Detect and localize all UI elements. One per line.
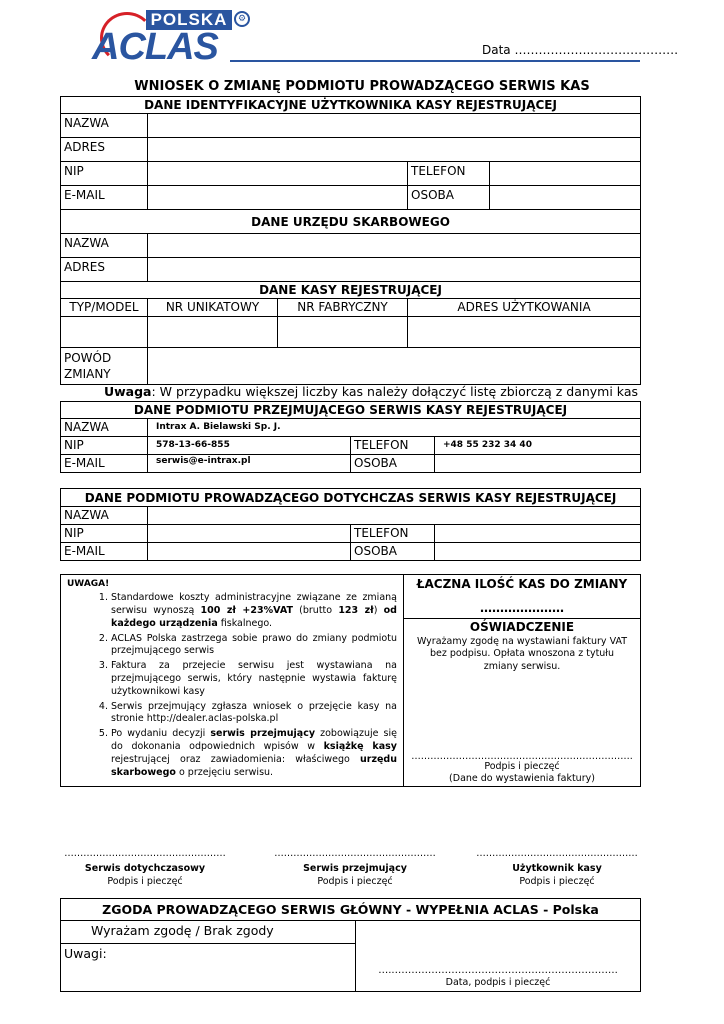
notes-item: 1. Standardowe koszty administracyjne związane ze zmianą serwisu wynoszą 100 zł +23%VAT (brutto 123 zł) od każdego urządzenia fiskalnego.	[111, 592, 403, 630]
office-name-field[interactable]	[148, 234, 641, 258]
consent-sign-label: Data, podpis i pieczęć	[445, 977, 551, 988]
old-service-table	[60, 488, 641, 561]
page-title: WNIOSEK O ZMIANĘ PODMIOTU PROWADZĄCEGO SERWIS KAS	[134, 79, 590, 94]
total-count-field[interactable]: …………………	[404, 601, 640, 619]
register-unique-field[interactable]	[148, 317, 278, 348]
reason-label	[61, 348, 148, 385]
old-service-name-label: NAZWA	[61, 507, 148, 525]
old-service-nip-label: NIP	[61, 525, 148, 543]
office-name-label: NAZWA	[61, 234, 148, 258]
logo-aclas: ACLAS	[92, 26, 218, 68]
signature-new-service[interactable]	[270, 848, 440, 887]
notes-item: 4. Serwis przejmujący zgłasza wniosek o przejęcie kasy na stronie http://dealer.aclas-polska.pl	[111, 701, 403, 727]
col-unique-header: NR UNIKATOWY	[148, 299, 278, 317]
consent-sign-box[interactable]	[356, 921, 641, 992]
new-service-email-label: E-MAIL	[61, 455, 148, 473]
logo-polska: POLSKA	[146, 10, 232, 30]
user-phone-field[interactable]	[490, 162, 641, 186]
user-address-field[interactable]	[148, 138, 641, 162]
note-text: : W przypadku większej liczby kas należy dołączyć listę zbiorczą z danymi kas	[151, 384, 638, 399]
office-address-field[interactable]	[148, 258, 641, 282]
notes-item: 3. Faktura za przejecie serwisu jest wystawiana na przejmującego serwis, który następnie wystawia fakturę użytkownikowi kasy	[111, 660, 403, 698]
old-service-name-field[interactable]	[148, 507, 641, 525]
signature-dots: ……………………………………………	[64, 848, 226, 859]
user-phone-label: TELEFON	[408, 162, 490, 186]
notes-table	[60, 574, 641, 787]
old-service-email-field[interactable]	[148, 543, 351, 561]
signature-label: Podpis i pieczęć	[519, 876, 595, 887]
col-model-header: TYP/MODEL	[61, 299, 148, 317]
user-nip-field[interactable]	[148, 162, 408, 186]
consent-choice[interactable]: Wyrażam zgodę / Brak zgody	[61, 921, 356, 944]
declaration-text: Wyrażamy zgodę na wystawiani faktury VAT bez podpisu. Opłata wnoszona z tytułu zmiany serwisu.	[416, 636, 628, 672]
register-section-heading: DANE KASY REJESTRUJĄCEJ	[61, 282, 641, 299]
office-section-heading: DANE URZĘDU SKARBOWEGO	[61, 210, 641, 234]
reason-field[interactable]	[148, 348, 641, 385]
signature-label: Podpis i pieczęć	[107, 876, 183, 887]
declaration-sign-label: Podpis i pieczęć	[484, 761, 560, 772]
old-service-email-label: E-MAIL	[61, 543, 148, 561]
old-service-phone-field[interactable]	[435, 525, 641, 543]
user-email-label: E-MAIL	[61, 186, 148, 210]
old-service-heading: DANE PODMIOTU PROWADZĄCEGO DOTYCHCZAS SERWIS KASY REJESTRUJĄCEJ	[61, 489, 641, 507]
note-line	[62, 384, 638, 399]
user-name-label: NAZWA	[61, 114, 148, 138]
notes-item: 5. Po wydaniu decyzji serwis przejmujący zobowiązuje się do dokonania odpowiednich wpisów w książkę kasy rejestrującej oraz zawiadomienia: właściwego urzędu skarbowego o przejęciu serwisu.	[111, 728, 403, 779]
old-service-person-field[interactable]	[435, 543, 641, 561]
new-service-phone-value[interactable]: +48 55 232 34 40	[435, 437, 641, 455]
signature-dots: ……………………………………………	[274, 848, 436, 859]
notes-box	[61, 575, 404, 787]
new-service-nip-value[interactable]: 578-13-66-855	[148, 437, 351, 455]
note-bold: Uwaga	[103, 384, 152, 399]
new-service-name-label: NAZWA	[61, 419, 148, 437]
header-rule	[230, 60, 640, 62]
declaration-heading: OŚWIADCZENIE	[469, 620, 575, 634]
date-field[interactable]: Data ………………..…………………	[482, 43, 679, 57]
user-section-heading: DANE IDENTYFIKACYJNE UŻYTKOWNIKA KASY REJESTRUJĄCEJ	[61, 97, 641, 114]
signature-role: Serwis przejmujący	[303, 863, 407, 874]
new-service-person-field[interactable]	[435, 455, 641, 473]
consent-remarks[interactable]: Uwagi:	[61, 944, 356, 992]
user-person-label: OSOBA	[408, 186, 490, 210]
col-factory-header: NR FABRYCZNY	[278, 299, 408, 317]
declaration-sign-dots[interactable]: …………………………………………………………….	[411, 751, 633, 762]
register-factory-field[interactable]	[278, 317, 408, 348]
notes-list	[61, 592, 403, 779]
consent-table	[60, 898, 641, 992]
old-service-phone-label: TELEFON	[351, 525, 435, 543]
signature-role: Serwis dotychczasowy	[84, 863, 206, 874]
register-model-field[interactable]	[61, 317, 148, 348]
user-address-label: ADRES	[61, 138, 148, 162]
new-service-table	[60, 401, 641, 473]
new-service-email-value[interactable]: serwis@e-intrax.pl	[148, 455, 351, 473]
old-service-person-label: OSOBA	[351, 543, 435, 561]
user-nip-label: NIP	[61, 162, 148, 186]
total-heading: ŁACZNA ILOŚĆ KAS DO ZMIANY	[416, 577, 628, 591]
new-service-name-value[interactable]: Intrax A. Bielawski Sp. J.	[148, 419, 641, 437]
new-service-person-label: OSOBA	[351, 455, 435, 473]
signature-user[interactable]	[472, 848, 642, 887]
signature-role: Użytkownik kasy	[512, 863, 602, 874]
reason-label-line1: POWÓD	[64, 351, 112, 365]
col-address-header: ADRES UŻYTKOWANIA	[408, 299, 641, 317]
notes-heading: UWAGA!	[67, 579, 110, 589]
old-service-nip-field[interactable]	[148, 525, 351, 543]
consent-heading: ZGODA PROWADZĄCEGO SERWIS GŁÓWNY - WYPEŁNIA ACLAS - Polska	[61, 899, 641, 921]
logo-gear-icon: ⚙	[234, 11, 250, 27]
register-address-field[interactable]	[408, 317, 641, 348]
office-address-label: ADRES	[61, 258, 148, 282]
user-email-field[interactable]	[148, 186, 408, 210]
new-service-phone-label: TELEFON	[351, 437, 435, 455]
total-box	[404, 575, 641, 787]
consent-sign-dots: …..………………………………………………………….	[378, 965, 618, 976]
signature-label: Podpis i pieczęć	[317, 876, 393, 887]
new-service-heading: DANE PODMIOTU PRZEJMUJĄCEGO SERWIS KASY REJESTRUJĄCEJ	[61, 402, 641, 419]
declaration-sign-label2: (Dane do wystawienia faktury)	[449, 773, 595, 784]
user-person-field[interactable]	[490, 186, 641, 210]
main-form-table	[60, 96, 641, 385]
signature-old-service[interactable]	[60, 848, 230, 887]
reason-label-line2: ZMIANY	[64, 367, 111, 381]
user-name-field[interactable]	[148, 114, 641, 138]
new-service-nip-label: NIP	[61, 437, 148, 455]
signature-dots: ……………………………………………	[476, 848, 638, 859]
notes-item: 2. ACLAS Polska zastrzega sobie prawo do zmiany podmiotu przejmującego serwis	[111, 633, 403, 659]
